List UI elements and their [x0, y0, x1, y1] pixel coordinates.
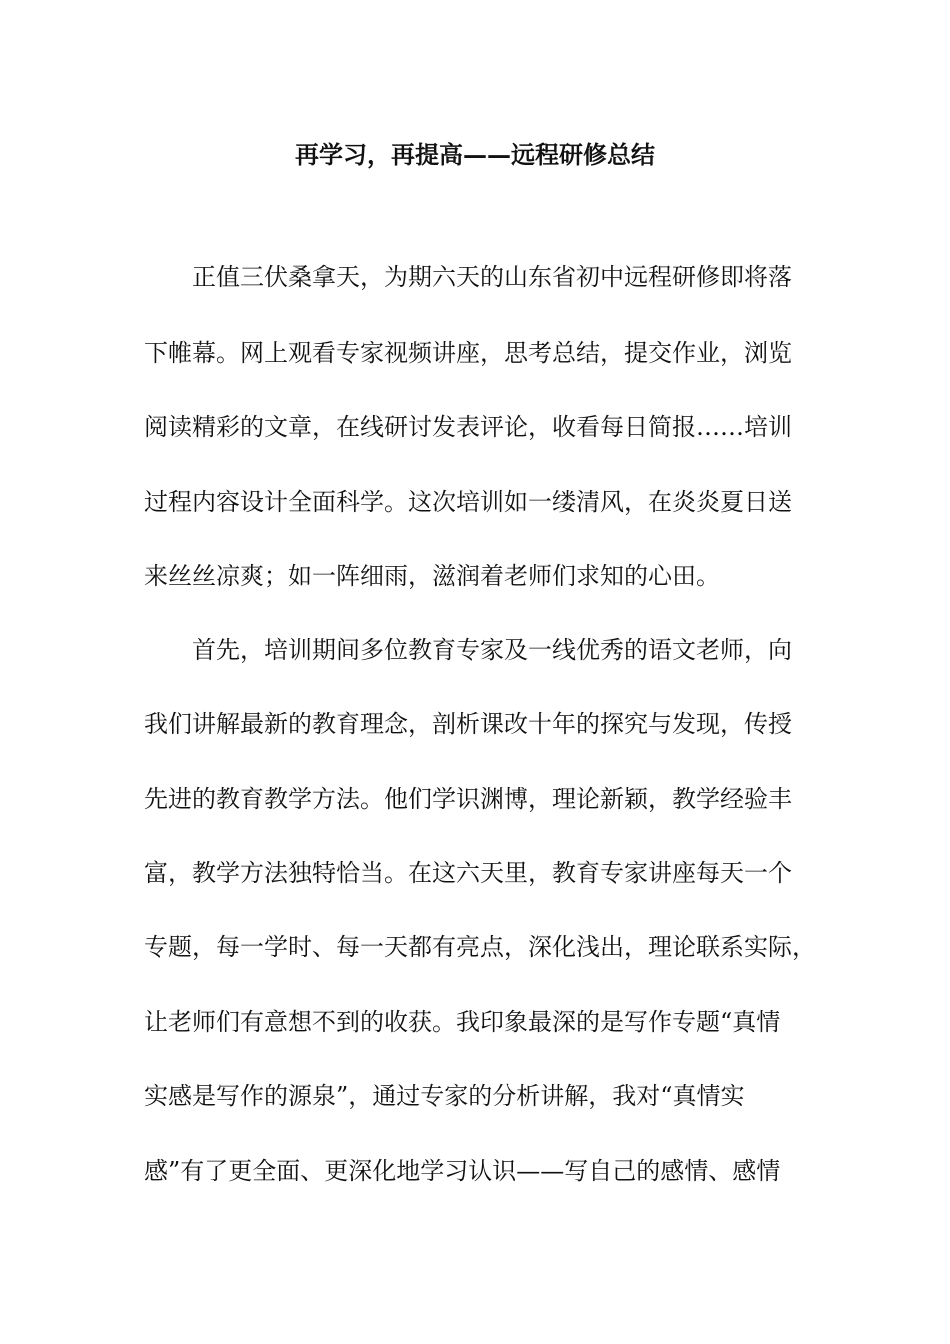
text-line: 我们讲解最新的教育理念，剖析课改十年的探究与发现，传授 — [144, 710, 792, 738]
text-line: 先进的教育教学方法。他们学识渊博，理论新颖，教学经验丰 — [144, 785, 792, 813]
text-line: 正值三伏桑拿天，为期六天的山东省初中远程研修即将落 — [192, 263, 792, 291]
document-title: 再学习，再提高——远程研修总结 — [295, 140, 655, 169]
text-line: 感”有了更全面、更深化地学习认识——写自己的感情、感情 — [144, 1157, 781, 1185]
text-line: 阅读精彩的文章，在线研讨发表评论，收看每日简报……培训 — [144, 413, 792, 441]
text-line: 富，教学方法独特恰当。在这六天里，教育专家讲座每天一个 — [144, 859, 792, 887]
text-line: 实感是写作的源泉”，通过专家的分析讲解，我对“真情实 — [144, 1082, 745, 1110]
text-line: 过程内容设计全面科学。这次培训如一缕清风，在炎炎夏日送 — [144, 488, 792, 516]
text-line: 下帷幕。网上观看专家视频讲座，思考总结，提交作业，浏览 — [144, 339, 792, 367]
text-line: 让老师们有意想不到的收获。我印象最深的是写作专题“真情 — [144, 1008, 781, 1036]
text-line: 首先，培训期间多位教育专家及一线优秀的语文老师，向 — [192, 636, 792, 664]
text-line: 来丝丝凉爽；如一阵细雨，滋润着老师们求知的心田。 — [144, 562, 720, 590]
text-line: 专题，每一学时、每一天都有亮点，深化浅出，理论联系实际， — [144, 933, 816, 961]
